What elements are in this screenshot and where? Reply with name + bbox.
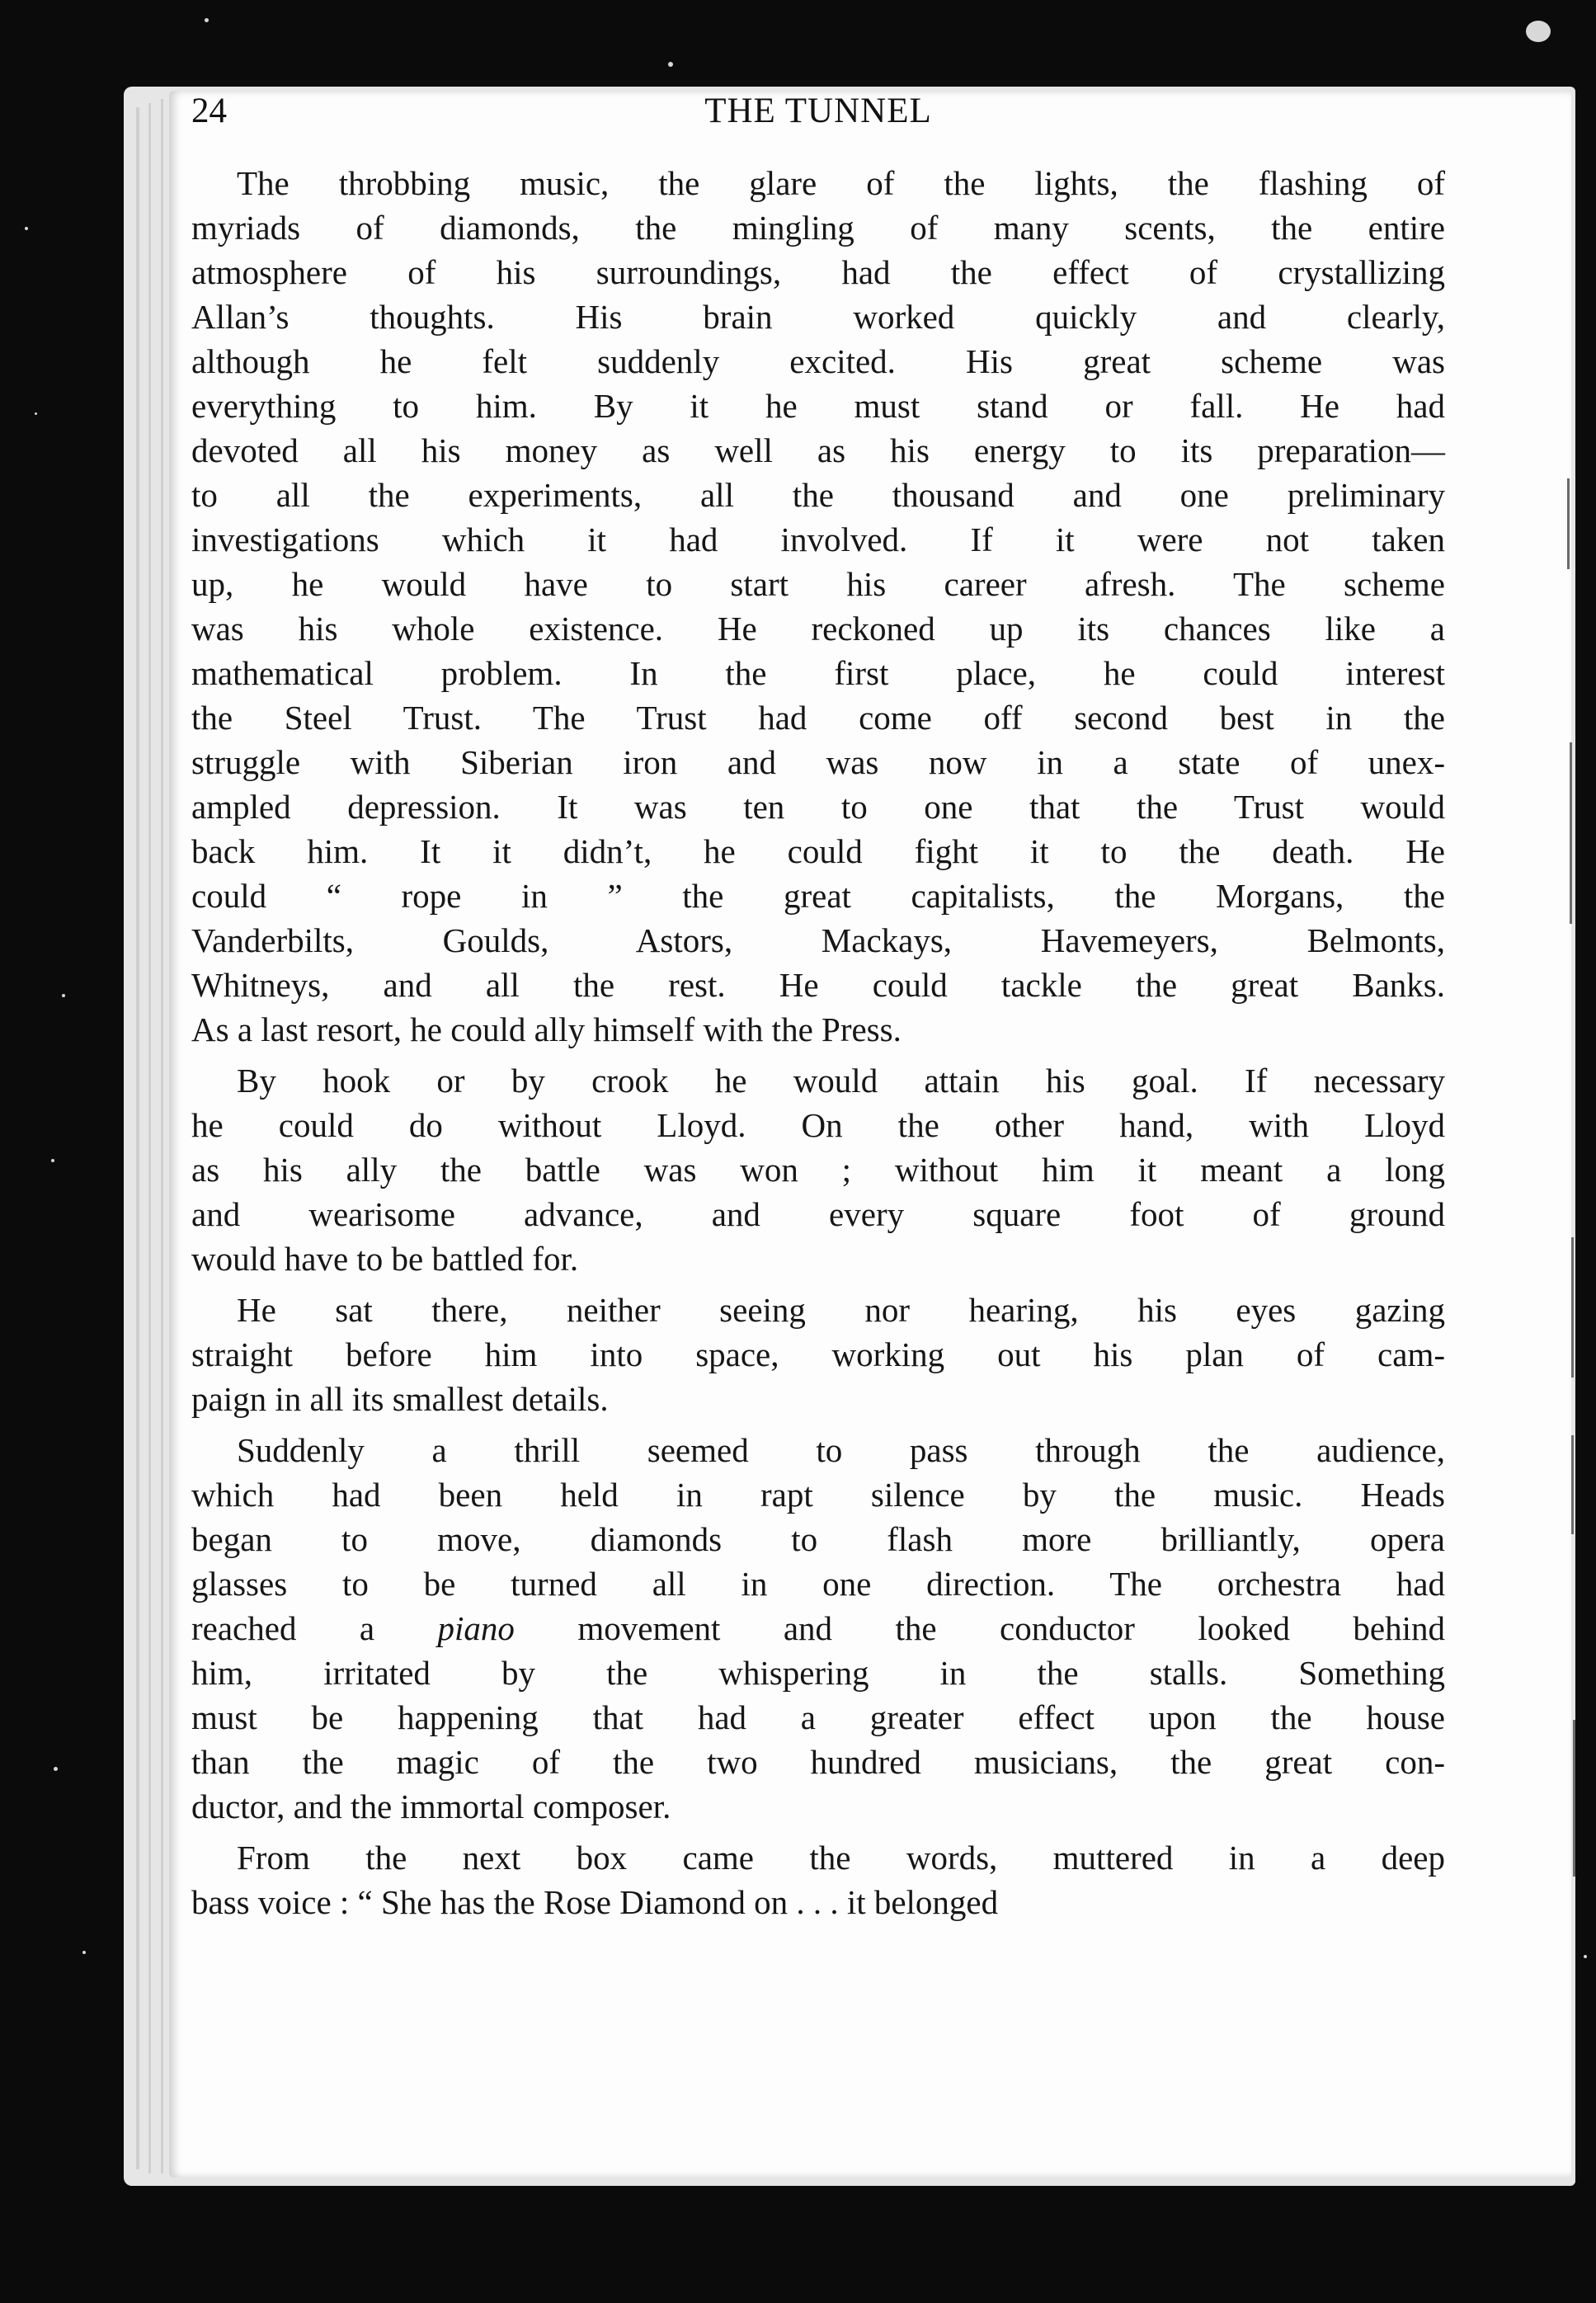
text-line: could “ rope in ” the great capitalists, the Morgans, the [191, 877, 1445, 915]
paragraph [191, 1288, 1445, 1421]
text-line: he could do without Lloyd. On the other hand, with Lloyd [191, 1106, 1445, 1144]
margin-mark [1571, 1435, 1574, 1534]
page-edge-line [161, 99, 163, 2173]
dust-speck [62, 994, 65, 997]
dust-speck [35, 412, 37, 415]
page-edge-line [136, 107, 139, 2169]
running-header [191, 91, 1445, 140]
text-line: devoted all his money as well as his energy to its preparation— [191, 431, 1445, 469]
text-line: was his whole existence. He reckoned up its chances like a [191, 610, 1445, 648]
dust-speck [1584, 1955, 1587, 1958]
margin-mark [1567, 478, 1570, 569]
paragraph [191, 1428, 1445, 1829]
dust-speck [25, 227, 28, 230]
page-number: 24 [191, 92, 227, 130]
text-line: back him. It it didn’t, he could fight it to the death. He [191, 832, 1445, 870]
paragraph [191, 161, 1445, 1052]
margin-mark [1571, 1237, 1574, 1378]
text-line: than the magic of the two hundred musicians, the great con- [191, 1743, 1445, 1781]
text-line: Vanderbilts, Goulds, Astors, Mackays, Havemeyers, Belmonts, [191, 921, 1445, 959]
text-line: atmosphere of his surroundings, had the effect of crystallizing [191, 253, 1445, 291]
text-line: and wearisome advance, and every square foot of ground [191, 1195, 1445, 1233]
running-title: THE TUNNEL [704, 92, 932, 130]
text-line: although he felt suddenly excited. His great scheme was [191, 342, 1445, 380]
text-line: glasses to be turned all in one direction. The orchestra had [191, 1565, 1445, 1603]
text-line: reached a piano movement and the conductor looked behind [191, 1609, 1445, 1647]
dust-speck [54, 1767, 58, 1771]
text-line: He sat there, neither seeing nor hearing, his eyes gazing [237, 1291, 1445, 1329]
text-line: Suddenly a thrill seemed to pass through the audience, [237, 1431, 1445, 1469]
dust-speck [1526, 21, 1551, 42]
text-line: From the next box came the words, muttered in a deep [237, 1839, 1445, 1877]
text-line: By hook or by crook he would attain his goal. If necessary [237, 1062, 1445, 1100]
text-line: would have to be battled for. [191, 1240, 579, 1278]
text-line: him, irritated by the whispering in the stalls. Something [191, 1654, 1445, 1692]
text-line: ductor, and the immortal composer. [191, 1787, 671, 1825]
text-line: struggle with Siberian iron and was now in a state of unex- [191, 743, 1445, 781]
text-line: Whitneys, and all the rest. He could tackle the great Banks. [191, 966, 1445, 1004]
text-line: which had been held in rapt silence by the music. Heads [191, 1476, 1445, 1514]
text-line: investigations which it had involved. If it were not taken [191, 520, 1445, 558]
dust-speck [668, 62, 673, 67]
text-line: the Steel Trust. The Trust had come off second best in the [191, 699, 1445, 737]
page-edge-line [148, 103, 151, 2173]
margin-mark [1570, 742, 1572, 924]
text-line: bass voice : “ She has the Rose Diamond on . . . it belonged [191, 1883, 999, 1921]
paragraph [191, 1835, 1445, 1924]
text-line: must be happening that had a greater effect upon the house [191, 1698, 1445, 1736]
text-line: straight before him into space, working out his plan of cam- [191, 1335, 1445, 1373]
text-line: myriads of diamonds, the mingling of many scents, the entire [191, 209, 1445, 247]
text-line: ampled depression. It was ten to one that the Trust would [191, 788, 1445, 826]
text-line: The throbbing music, the glare of the lights, the flashing of [237, 164, 1445, 202]
text-line: paign in all its smallest details. [191, 1380, 609, 1418]
text-line: As a last resort, he could ally himself with the Press. [191, 1010, 902, 1048]
dust-speck [82, 1951, 86, 1954]
text-line: Allan’s thoughts. His brain worked quickly and clearly, [191, 298, 1445, 336]
text-line: up, he would have to start his career afresh. The scheme [191, 565, 1445, 603]
text-line: everything to him. By it he must stand or fall. He had [191, 387, 1445, 425]
dust-speck [205, 18, 209, 22]
text-line: mathematical problem. In the first place, he could interest [191, 654, 1445, 692]
text-line: began to move, diamonds to flash more brilliantly, opera [191, 1520, 1445, 1558]
text-line: to all the experiments, all the thousand and one preliminary [191, 476, 1445, 514]
body-text [191, 161, 1445, 1924]
text-line: as his ally the battle was won ; without him it meant a long [191, 1151, 1445, 1189]
paragraph [191, 1058, 1445, 1281]
margin-mark [1573, 1720, 1575, 1877]
dust-speck [51, 1159, 54, 1162]
